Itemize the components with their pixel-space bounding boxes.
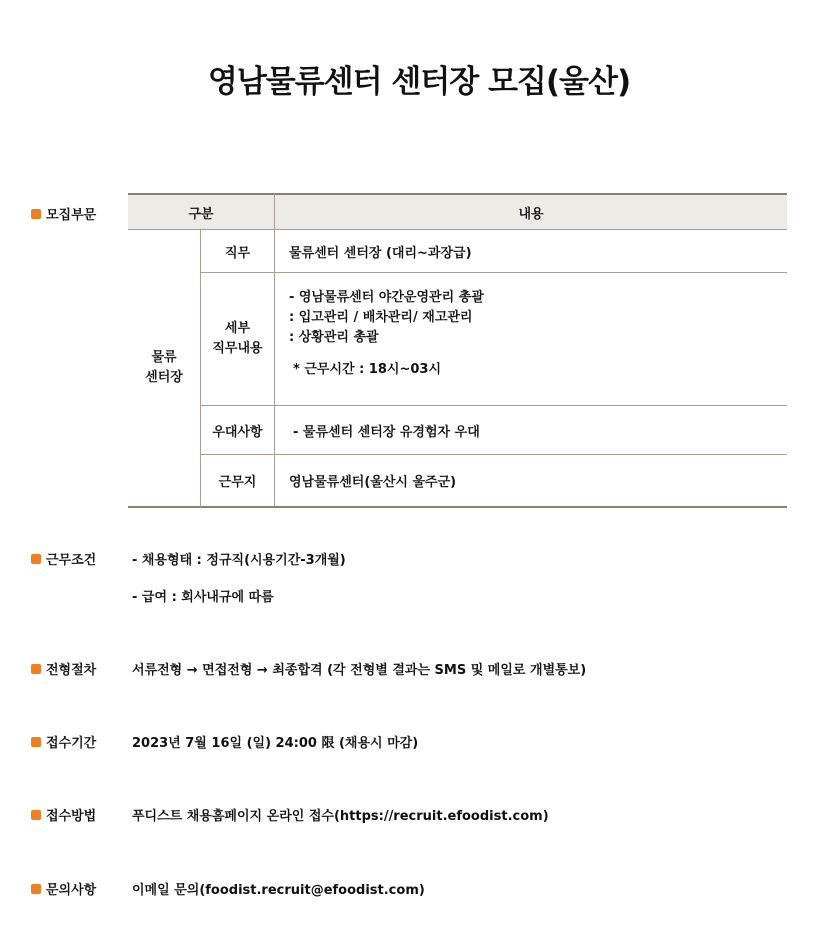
orange-bullet-icon bbox=[31, 209, 41, 219]
section-method-text: 접수방법 bbox=[46, 809, 97, 824]
table-bottom-border bbox=[128, 506, 787, 508]
row-content-preferred: - 물류센터 센터장 유경험자 우대 bbox=[293, 424, 480, 440]
process-text: 서류전형 → 면접전형 → 최종합격 (각 전형별 결과는 SMS 및 메일로 개별통보) bbox=[132, 663, 587, 678]
conditions-line2: - 급여 : 회사내규에 따름 bbox=[132, 590, 274, 605]
detail-line: : 입고관리 / 배차관리/ 재고관리 bbox=[289, 310, 473, 325]
orange-bullet-icon bbox=[31, 737, 41, 747]
header-category: 구분 bbox=[188, 206, 214, 222]
section-inquiry-label bbox=[31, 879, 96, 898]
orange-bullet-icon bbox=[31, 884, 41, 894]
section-period-text: 접수기간 bbox=[46, 736, 97, 751]
period-text: 2023년 7월 16일 (일) 24:00 限 (채용시 마감) bbox=[132, 736, 419, 751]
conditions-line1: - 채용형태 : 정규직(시용기간-3개월) bbox=[132, 553, 346, 568]
row-content-detail bbox=[289, 288, 484, 380]
row-content-location: 영남물류센터(울산시 울주군) bbox=[289, 475, 457, 490]
orange-bullet-icon bbox=[31, 664, 41, 674]
orange-bullet-icon bbox=[31, 810, 41, 820]
section-conditions-text: 근무조건 bbox=[46, 553, 97, 568]
recruit-table bbox=[128, 193, 787, 507]
detail-line: - 영남물류센터 야간운영관리 총괄 bbox=[289, 290, 484, 305]
row-label-preferred: 우대사항 bbox=[212, 424, 263, 440]
row-divider bbox=[200, 272, 787, 273]
row-label-detail-line1: 세부 bbox=[224, 321, 251, 336]
section-recruit-label bbox=[31, 204, 96, 223]
detail-line: : 상황관리 총괄 bbox=[289, 330, 379, 345]
position-line2: 센터장 bbox=[145, 370, 183, 385]
row-label-detail bbox=[201, 273, 274, 405]
detail-line-hours: * 근무시간 : 18시~03시 bbox=[293, 362, 441, 377]
row-label-detail-line2: 직무내용 bbox=[212, 341, 263, 356]
section-inquiry-text: 문의사항 bbox=[46, 883, 97, 898]
page-title: 영남물류센터 센터장 모집(울산) bbox=[207, 64, 631, 100]
row-label-location: 근무지 bbox=[218, 475, 257, 490]
section-method-label bbox=[31, 805, 96, 824]
row-content-duty: 물류센터 센터장 (대리~과장급) bbox=[289, 245, 472, 261]
section-process-label bbox=[31, 659, 96, 678]
orange-bullet-icon bbox=[31, 554, 41, 564]
section-process-text: 전형절차 bbox=[46, 663, 97, 678]
section-conditions-label bbox=[31, 549, 96, 568]
row-label-duty: 직무 bbox=[224, 245, 251, 261]
inquiry-text: 이메일 문의(foodist.recruit@efoodist.com) bbox=[132, 883, 425, 898]
position-line1: 물류 bbox=[151, 350, 177, 365]
method-text: 푸디스트 채용홈페이지 온라인 접수(https://recruit.efoodist.com) bbox=[132, 809, 549, 824]
header-content: 내용 bbox=[518, 206, 544, 222]
col-divider bbox=[274, 229, 275, 507]
section-period-label bbox=[31, 732, 96, 751]
position-cell bbox=[128, 230, 200, 506]
section-recruit-text: 모집부문 bbox=[46, 208, 97, 223]
